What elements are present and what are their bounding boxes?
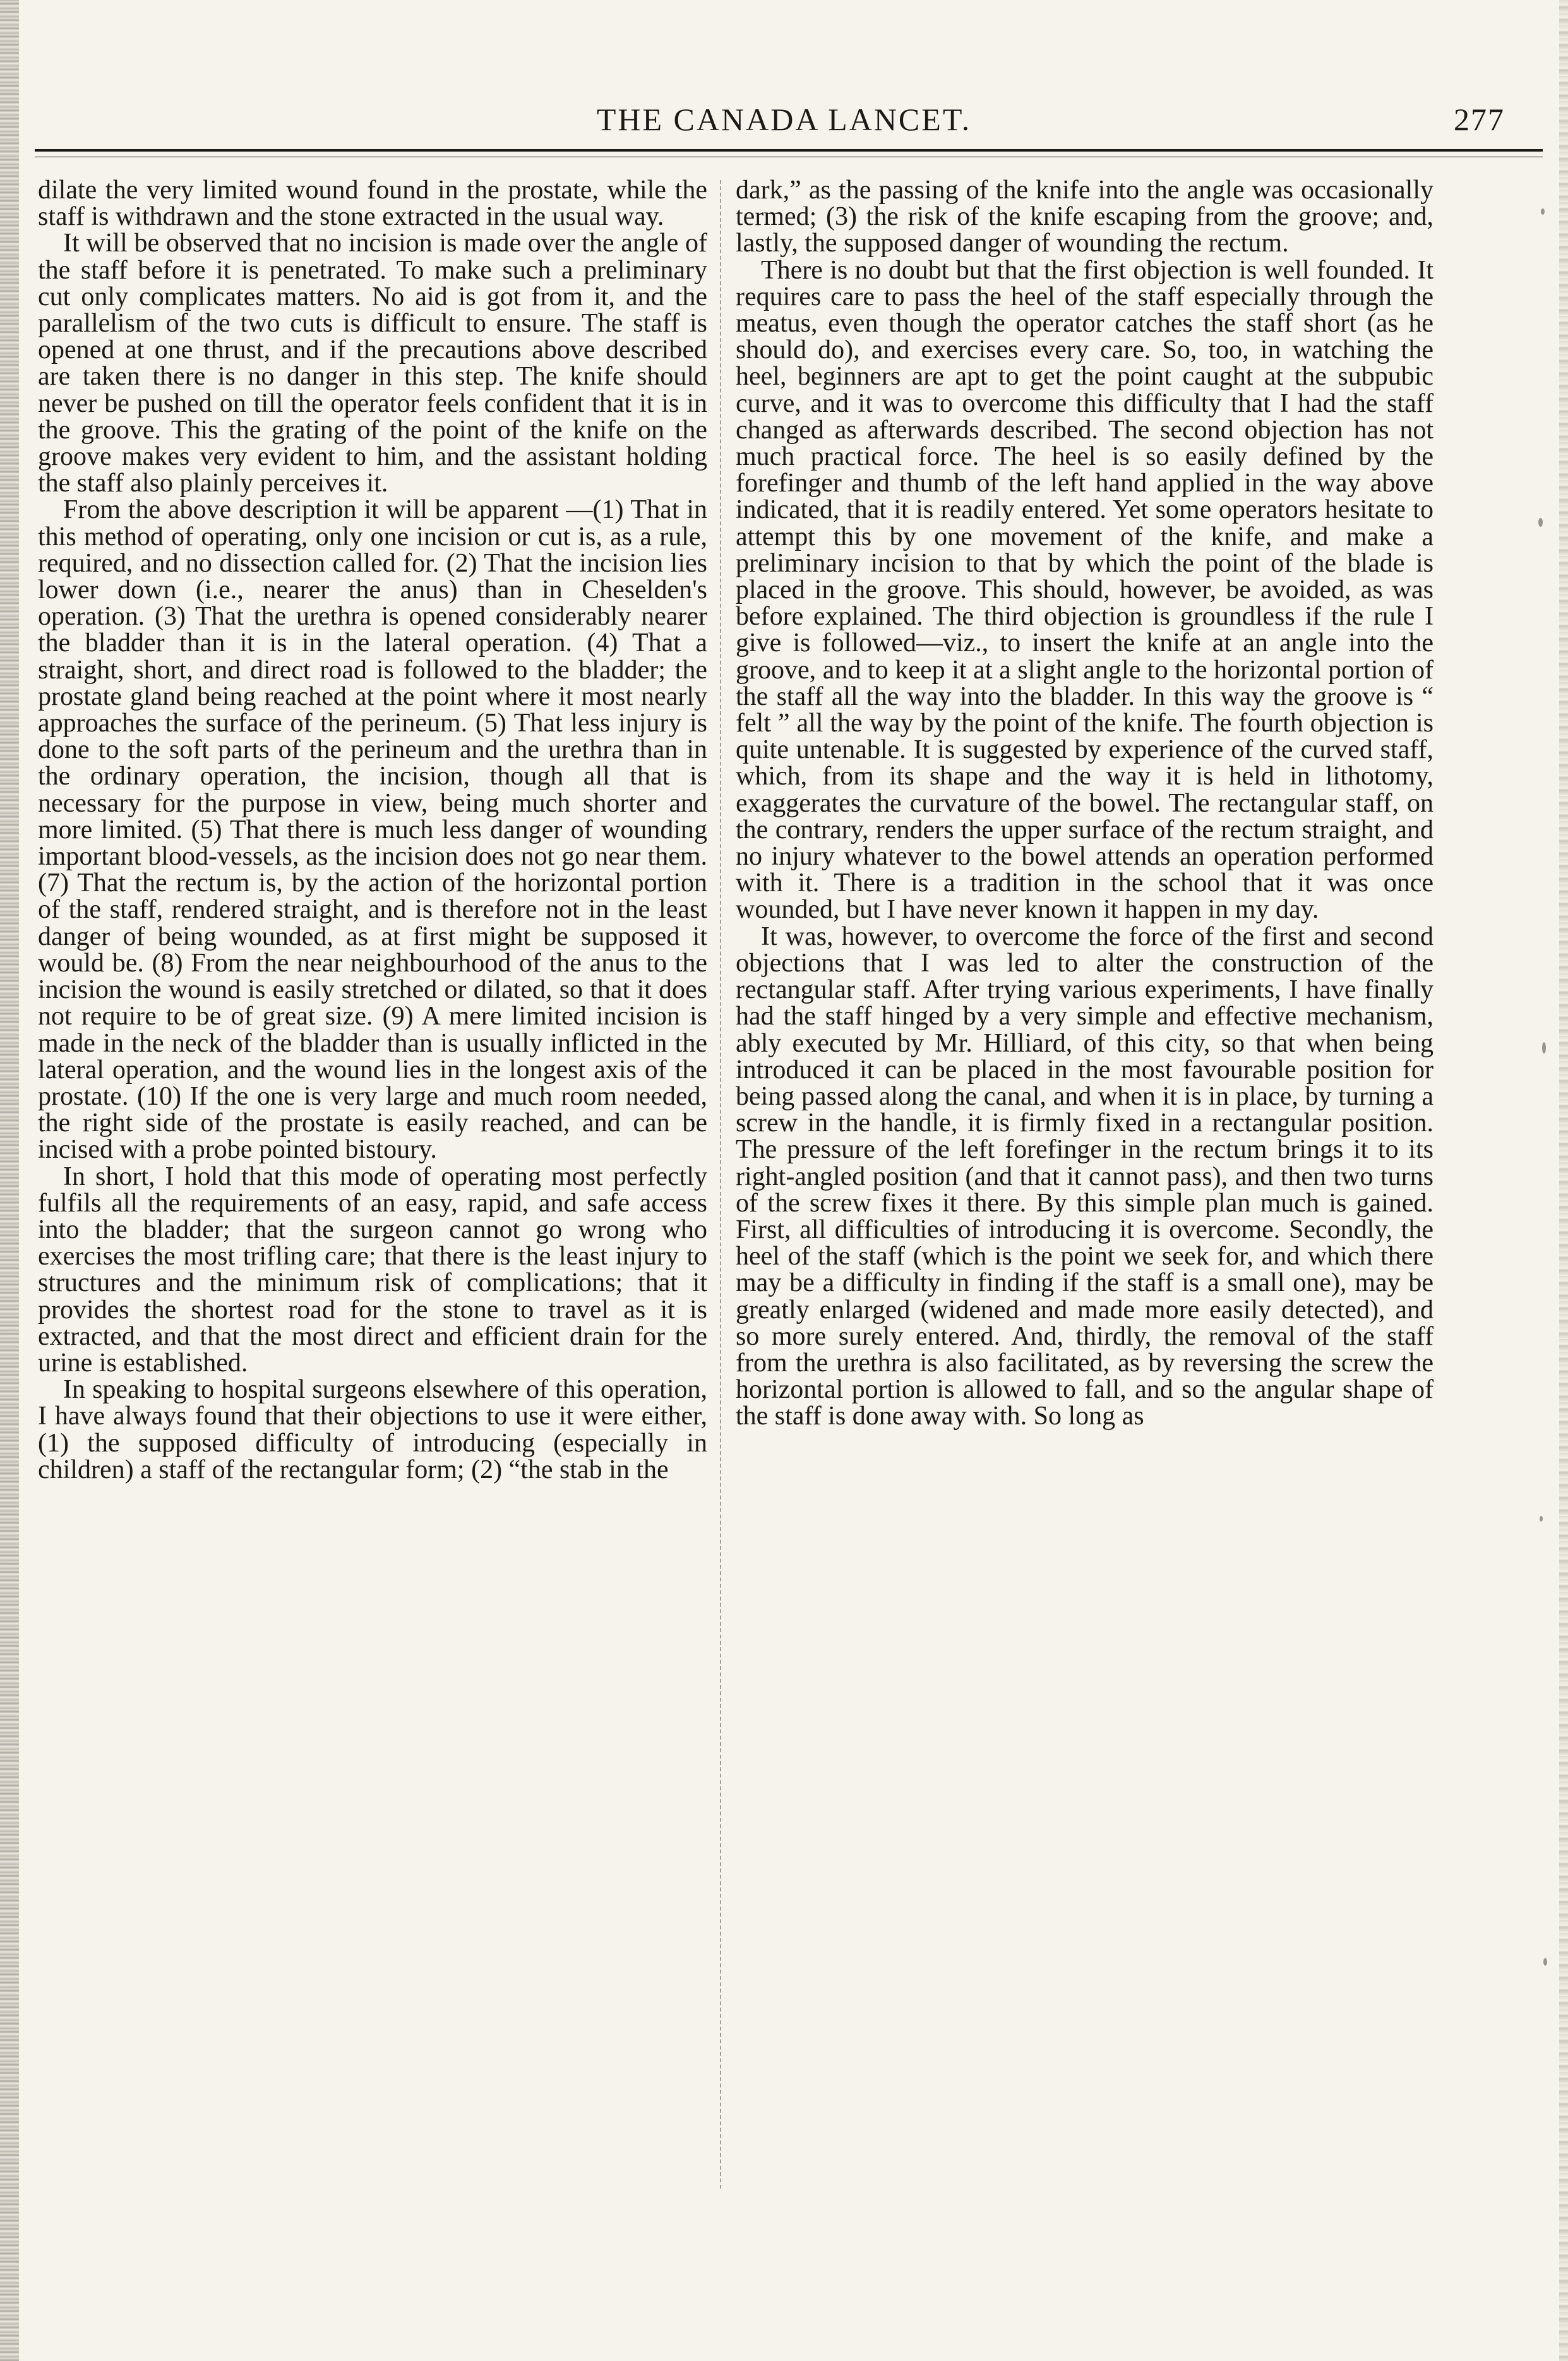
left-column (38, 177, 707, 1483)
scan-speck (1543, 1958, 1547, 1966)
scanned-page-edge (1559, 0, 1568, 2361)
scan-speck (1542, 1042, 1546, 1054)
paragraph: It will be observed that no incision is made over the angle of the staff before it is penetrated. To make such a preliminary cut only complicates matters. No aid is got from it, and the parallelism of the two cuts is difficult to ensure. The staff is opened at one thrust, and if the precautions above described are taken there is no danger in this step. The knife should never be pushed on till the operator feels confident that it is in the groove. This the grating of the point of the knife on the groove makes very evident to him, and the assistant holding the staff also plainly perceives it. (38, 229, 707, 498)
scan-speck (1541, 208, 1545, 215)
paragraph: From the above description it will be apparent —(1) That in this method of operating, only one incision or cut is, as a rule, required, and no dissection called for. (2) That the incision lies lower down (i.e., nearer the anus) than in Cheselden's operation. (3) That the urethra is opened considerably nearer the bladder than it is in the lateral operation. (4) That a straight, short, and direct road is followed to the bladder; the prostate gland being reached at the point where it most nearly approaches the surface of the perineum. (5) That less injury is done to the soft parts of the perineum and the urethra than in the ordinary operation, the incision, though all that is necessary for the purpose in view, being much shorter and more limited. (5) That there is much less danger of wounding important blood-vessels, as the incision does not go near them. (7) That the rectum is, by the action of the horizontal portion of the staff, rendered straight, and is therefore not in the least danger of being wounded, as at first might be supposed it would be. (8) From the near neighbourhood of the anus to the incision the wound is easily stretched or dilated, so that it does not require to be of great size. (9) A mere limited incision is made in the neck of the bladder than is usually inflicted in the lateral operation, and the wound lies in the longest axis of the prostate. (10) If the one is very large and much room needed, the right side of the prostate is easily reached, and can be incised with a probe pointed bistoury. (38, 495, 707, 1165)
journal-title: THE CANADA LANCET. (596, 102, 972, 137)
paragraph: In speaking to hospital surgeons elsewhere of this operation, I have always found that their objections to use it were either, (1) the supposed difficulty of introducing (especially in children) a staff of the rectangular form; (2) “the stab in the (38, 1375, 707, 1484)
right-column (736, 177, 1433, 1430)
running-header (38, 101, 1530, 145)
paragraph: In short, I hold that this mode of operating most perfectly fulfils all the requirements of an easy, rapid, and safe access into the bladder; that the surgeon cannot go wrong who exercises the most trifling care; that there is the least injury to structures and the minimum risk of complications; that it provides the shortest road for the stone to travel as it is extracted, and that the most direct and efficient drain for the urine is established. (38, 1162, 707, 1378)
paragraph: There is no doubt but that the first objection is well founded. It requires care to pass the heel of the staff especially through the meatus, even though the operator catches the staff short (as he should do), and exercises every care. So, too, in watching the heel, beginners are apt to get the point caught at the subpubic curve, and it was to overcome this difficulty that I had the staff changed as afterwards described. The second objection has not much practical force. The heel is so easily defined by the forefinger and thumb of the left hand applied in the way above indicated, that it is readily entered. Yet some operators hesitate to attempt this by one movement of the knife, and make a preliminary incision to that by which the point of the blade is placed in the groove. This should, however, be avoided, as was before explained. The third objection is groundless if the rule I give is followed—viz., to insert the knife at an angle into the groove, and to keep it at a slight angle to the horizontal portion of the staff all the way into the bladder. In this way the groove is “ felt ” all the way by the point of the knife. The fourth objection is quite untenable. It is suggested by experience of the curved staff, which, from its shape and the way it is held in lithotomy, exaggerates the curvature of the bowel. The rectangular staff, on the contrary, renders the upper surface of the rectum straight, and no injury whatever to the bowel attends an operation performed with it. There is a tradition in the school that it was once wounded, but I have never known it happen in my day. (736, 255, 1433, 925)
page-number: 277 (1454, 102, 1505, 137)
scan-speck (1540, 1516, 1543, 1522)
column-divider (720, 180, 721, 2189)
paragraph: It was, however, to overcome the force of the first and second objections that I was led to alter the construction of the rectangular staff. After trying various experiments, I have finally had the staff hinged by a very simple and effective mechanism, ably executed by Mr. Hilliard, of this city, so that when being introduced it can be placed in the most favourable position for being passed along the canal, and when it is in place, by turning a screw in the handle, it is firmly fixed in a rectangular position. The pressure of the left forefinger in the rectum brings it to its right-angled position (and that it cannot pass), and then two turns of the screw fixes it there. By this simple plan much is gained. First, all difficulties of introducing it is overcome. Secondly, the heel of the staff (which is the point we seek for, and which there may be a difficulty in finding if the staff is a small one), may be greatly enlarged (widened and made more easily detected), and so more surely entered. And, thirdly, the removal of the staff from the urethra is also facilitated, as by reversing the screw the horizontal portion is allowed to fall, and so the angular shape of the staff is done away with. So long as (736, 922, 1433, 1431)
header-rule-thick (35, 149, 1543, 152)
scanned-binding-edge (0, 0, 19, 2361)
paragraph: dark,” as the passing of the knife into the angle was occasionally termed; (3) the risk of the knife escaping from the groove; and, lastly, the supposed danger of wounding the rectum. (736, 176, 1433, 258)
scan-speck (1538, 518, 1543, 527)
paragraph: dilate the very limited wound found in the prostate, while the staff is withdrawn and the stone extracted in the usual way. (38, 176, 707, 232)
